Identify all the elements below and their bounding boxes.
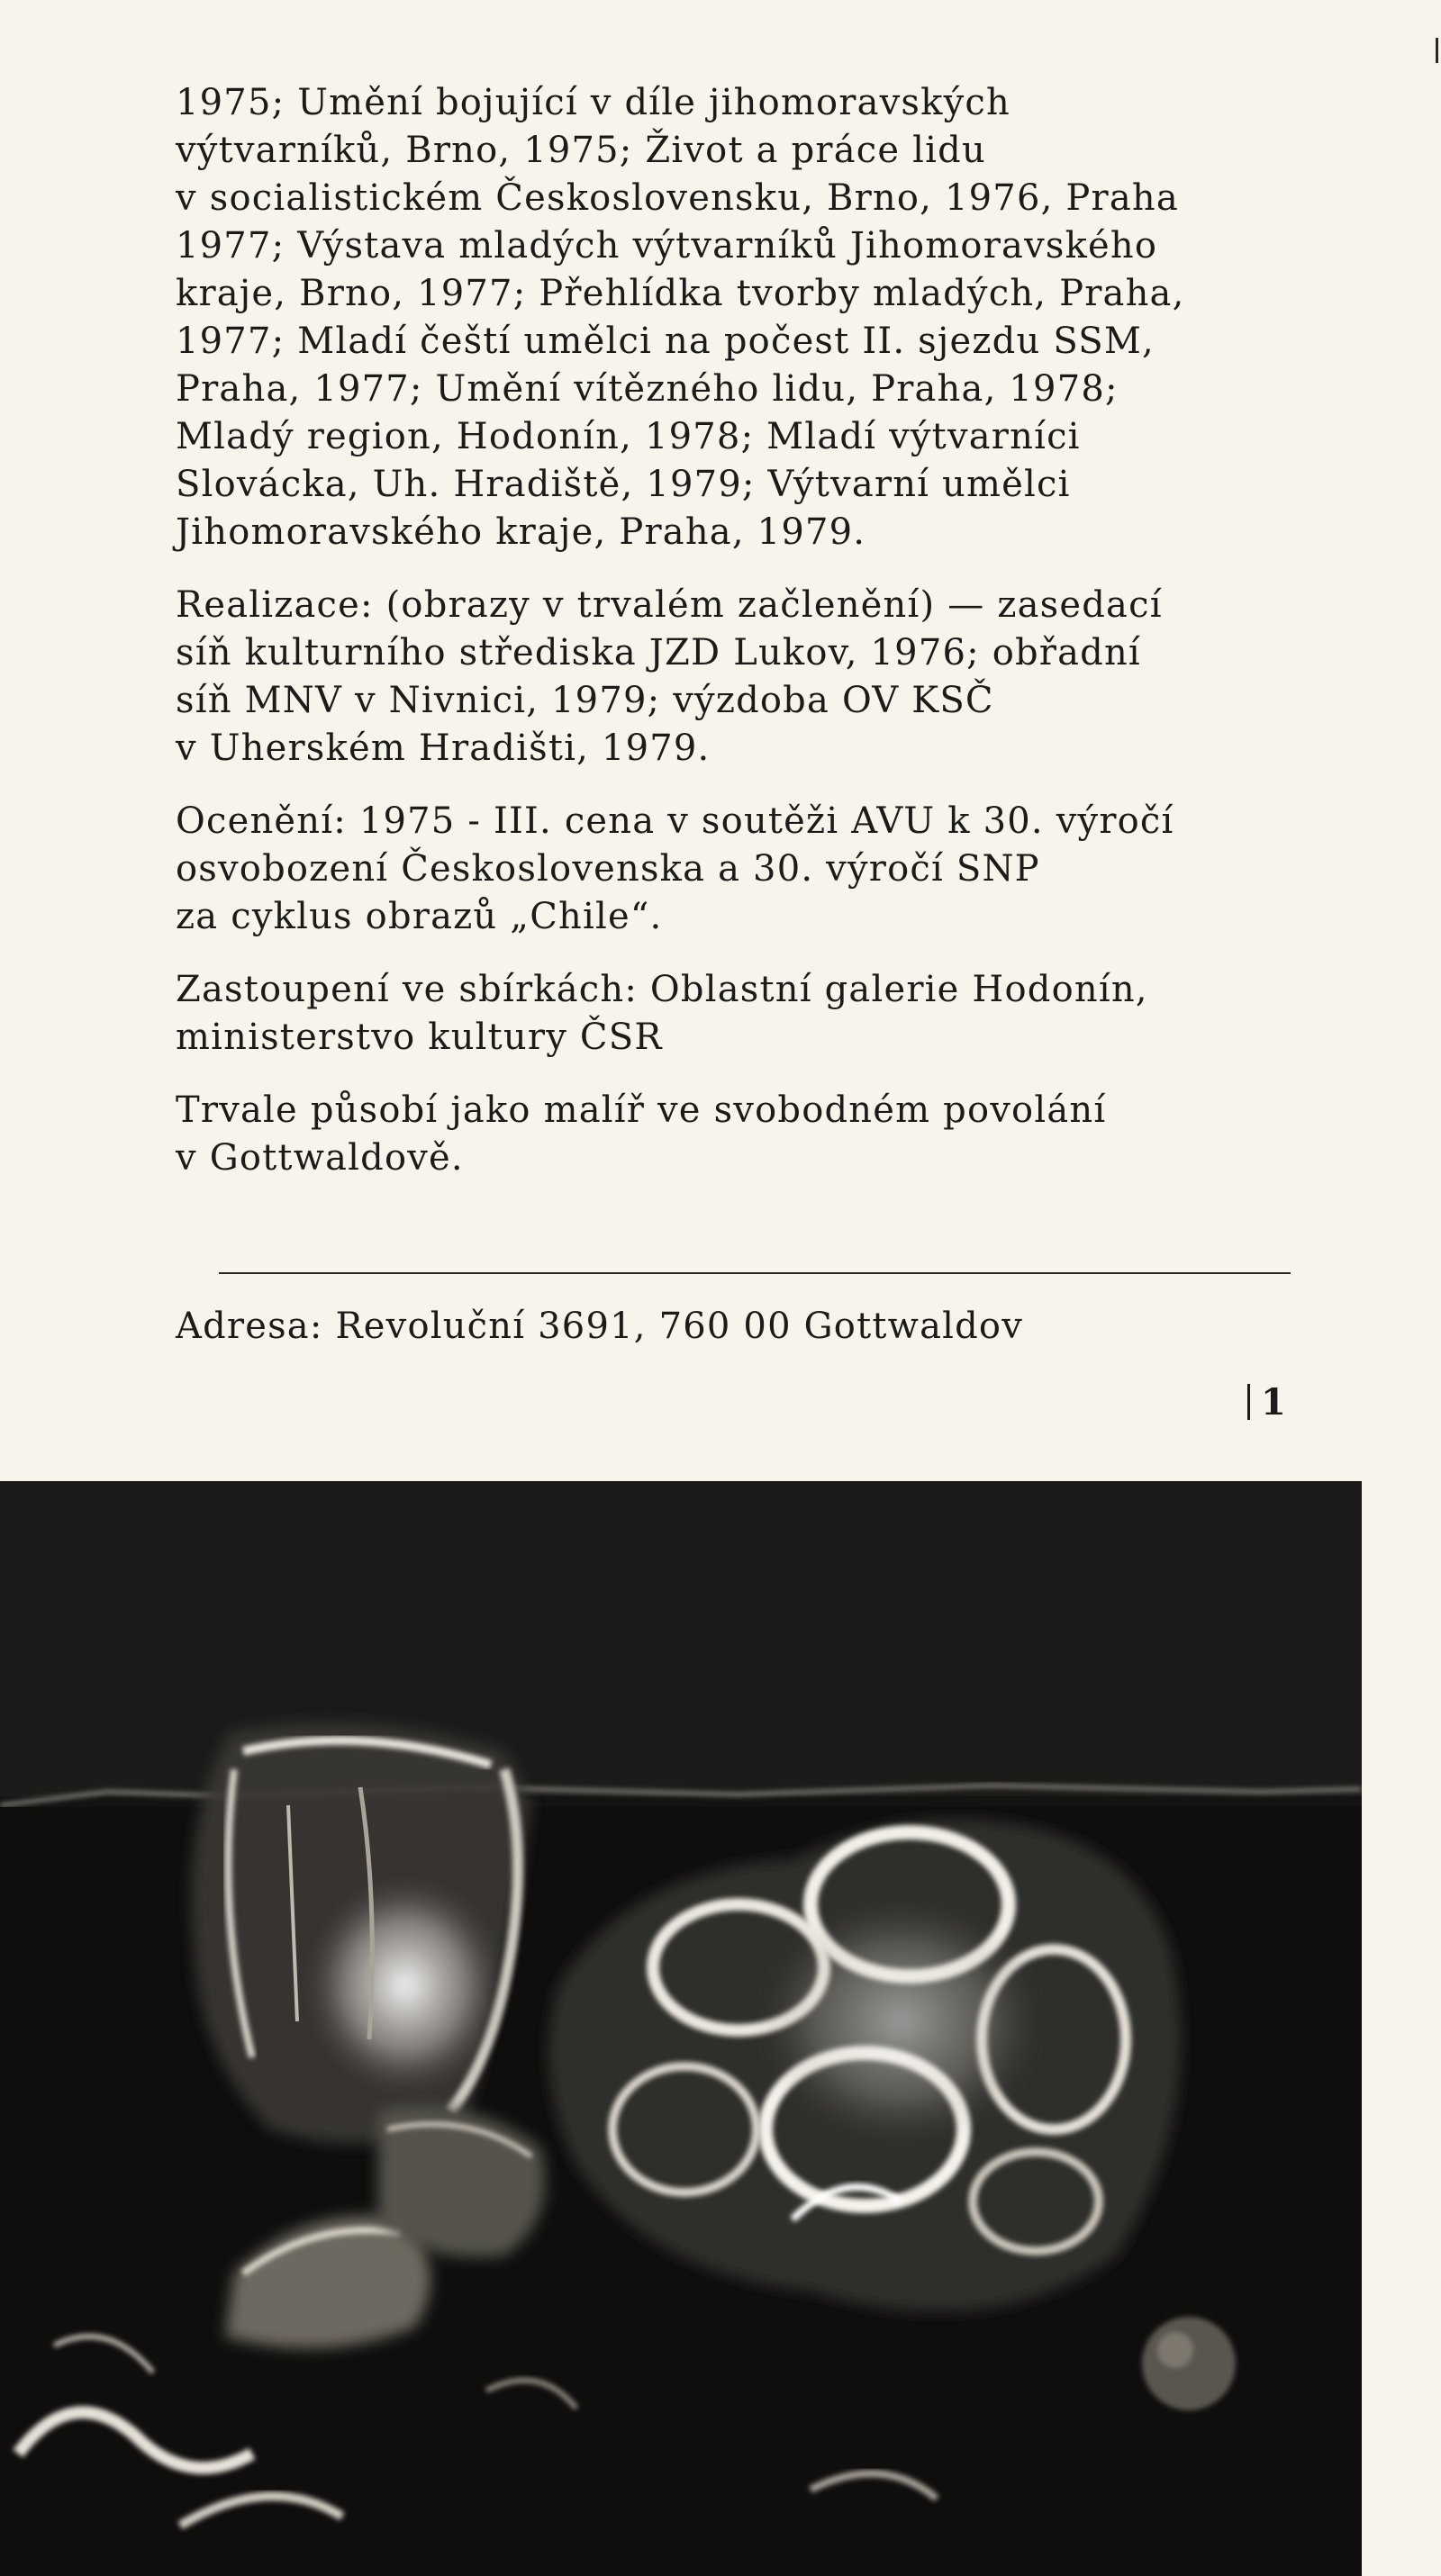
text-line: v Gottwaldově. <box>176 1137 464 1179</box>
text-line: Slovácka, Uh. Hradiště, 1979; Výtvarní umělci <box>176 464 1071 505</box>
text-line: Realizace: (obrazy v trvalém začlenění) — zasedací <box>176 584 1163 626</box>
page-number <box>1247 1378 1286 1426</box>
text-line: kraje, Brno, 1977; Přehlídka tvorby mladých, Praha, <box>176 273 1185 314</box>
paragraph-occupation <box>176 1087 1301 1182</box>
text-line: 1977; Výstava mladých výtvarníků Jihomoravského <box>176 225 1158 267</box>
text-line: v socialistickém Československu, Brno, 1976, Praha <box>176 177 1179 219</box>
text-line: 1977; Mladí čeští umělci na počest II. sjezdu SSM, <box>176 321 1155 362</box>
text-line: 1975; Umění bojující v díle jihomoravských <box>176 82 1011 123</box>
paragraph-realizations <box>176 582 1301 773</box>
address-line: Adresa: Revoluční 3691, 760 00 Gottwaldov <box>176 1306 1023 1347</box>
page-number-bar <box>1247 1384 1250 1420</box>
text-line: výtvarníků, Brno, 1975; Život a práce lidu <box>176 130 986 171</box>
text-line: osvobození Československa a 30. výročí SNP <box>176 848 1040 890</box>
wall-area <box>0 1481 1362 1796</box>
text-line: Praha, 1977; Umění vítězného lidu, Praha, 1978; <box>176 368 1119 410</box>
text-line: Trvale působí jako malíř ve svobodném povolání <box>176 1089 1107 1131</box>
paragraph-exhibitions <box>176 79 1301 556</box>
text-line: Ocenění: 1975 - III. cena v soutěži AVU k 30. výročí <box>176 800 1174 842</box>
text-line: ministerstvo kultury ČSR <box>176 1017 663 1058</box>
page-number-value: 1 <box>1261 1381 1286 1424</box>
text-line: v Uherském Hradišti, 1979. <box>176 728 711 769</box>
horizontal-rule <box>219 1272 1291 1274</box>
text-line: Mladý region, Hodonín, 1978; Mladí výtvarníci <box>176 416 1081 457</box>
artwork-reproduction <box>0 1481 1362 2576</box>
small-sphere <box>1142 2317 1236 2410</box>
biography-text <box>176 79 1301 1207</box>
text-line: Jihomoravského kraje, Praha, 1979. <box>176 511 866 553</box>
paragraph-awards <box>176 798 1301 941</box>
text-line: síň kulturního střediska JZD Lukov, 1976; obřadní <box>176 632 1141 673</box>
page-edge-mark <box>1436 38 1438 63</box>
text-line: Zastoupení ve sbírkách: Oblastní galerie Hodonín, <box>176 969 1148 1010</box>
still-life-painting <box>0 1481 1362 2576</box>
text-line: síň MNV v Nivnici, 1979; výzdoba OV KSČ <box>176 680 994 721</box>
text-line: za cyklus obrazů „Chile“. <box>176 896 663 937</box>
paragraph-collections <box>176 966 1301 1062</box>
